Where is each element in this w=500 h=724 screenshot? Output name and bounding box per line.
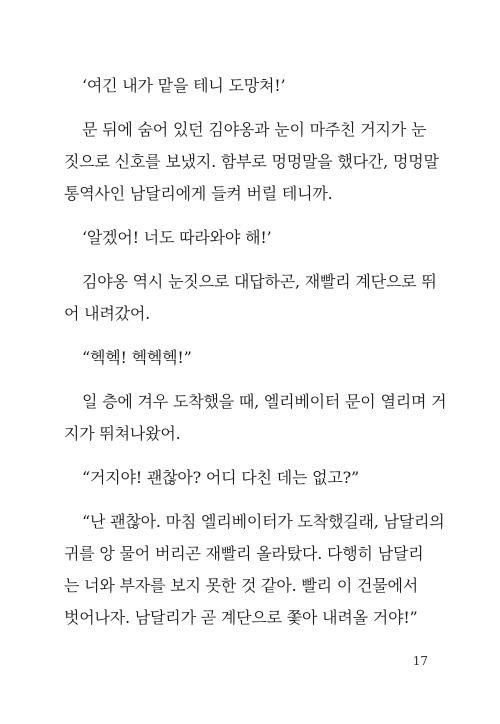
- paragraph-2: [64, 114, 439, 210]
- text-line: ‘알겠어! 너도 따라와야 해!’: [82, 228, 272, 247]
- text-line: 김야옹 역시 눈짓으로 대답하곤, 재빨리 계단으로 뛰: [82, 272, 437, 291]
- paragraph-4: [64, 266, 436, 330]
- text-line: 일 층에 겨우 도착했을 때, 엘리베이터 문이 열리며 거: [82, 392, 447, 411]
- text-line: 귀를 앙 물어 버리곤 재빨리 올라탔다. 다행히 남달리: [64, 544, 424, 563]
- page-number: 17: [412, 654, 428, 668]
- text-line: “난 괜찮아. 마침 엘리베이터가 도착했길래, 남달리의: [82, 512, 445, 531]
- text-line: “거지야! 괜찮아? 어디 다친 데는 없고?”: [82, 468, 359, 487]
- paragraph-7: [64, 462, 436, 494]
- text-line: ‘여긴 내가 맡을 테니 도망쳐!’: [82, 76, 286, 95]
- text-line: 문 뒤에 숨어 있던 김야옹과 눈이 마주친 거지가 눈: [82, 120, 427, 139]
- text-line: 벗어나자. 남달리가 곧 계단으로 쫓아 내려올 거야!”: [64, 608, 418, 627]
- body-text: [64, 70, 447, 646]
- text-line: 짓으로 신호를 보냈지. 함부로 멍멍말을 했다간, 멍멍말: [64, 152, 439, 171]
- text-line: 지가 뛰쳐나왔어.: [64, 424, 181, 443]
- text-line: “헥헥! 헥헥헥!”: [82, 348, 192, 367]
- paragraph-6: [64, 386, 447, 450]
- paragraph-1: [64, 70, 436, 102]
- text-line: 어 내려갔어.: [64, 304, 151, 323]
- paragraph-8: [64, 506, 445, 634]
- text-line: 통역사인 남달리에게 들켜 버릴 테니까.: [64, 184, 333, 203]
- text-line: 는 너와 부자를 보지 못한 것 같아. 빨리 이 건물에서: [64, 576, 418, 595]
- paragraph-3: [64, 222, 436, 254]
- paragraph-5: [64, 342, 436, 374]
